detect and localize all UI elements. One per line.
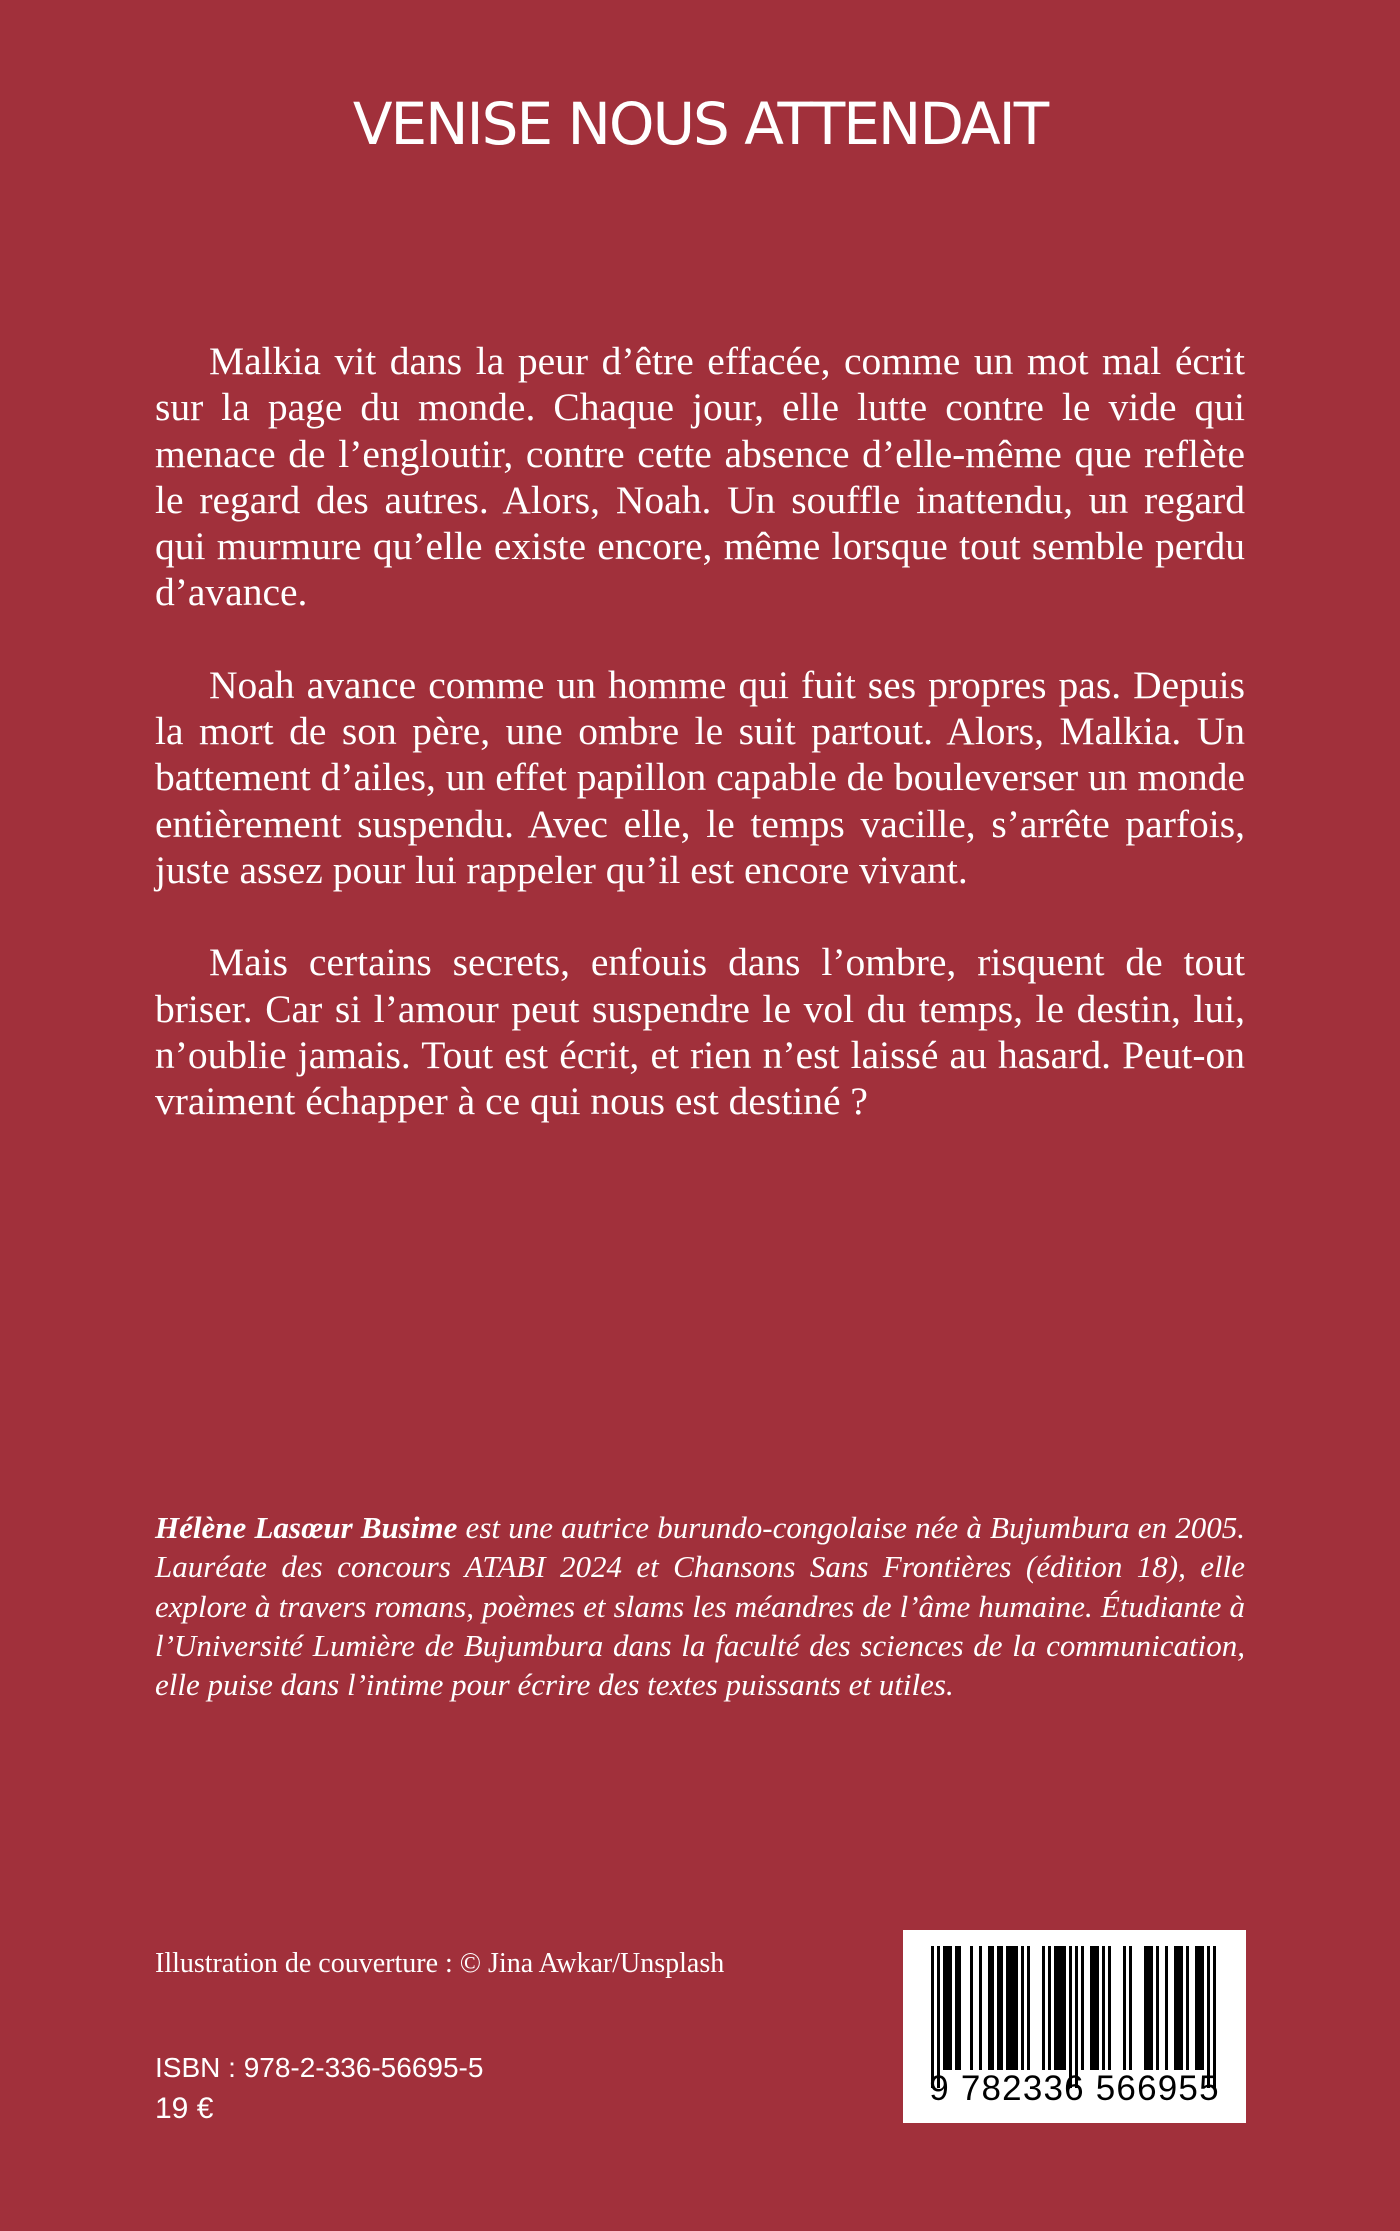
barcode-bar: [1090, 1946, 1099, 2070]
barcode-bar: [997, 1946, 1003, 2070]
barcode-bar: [1048, 1946, 1051, 2070]
barcode-bar: [1165, 1946, 1168, 2070]
barcode-bar: [1108, 1946, 1111, 2070]
illustration-credit: Illustration de couverture : © Jina Awkar/Unsplash: [155, 1948, 725, 1979]
barcode-bar: [937, 1946, 940, 2088]
author-name: Hélène Lasœur Busime: [155, 1510, 458, 1545]
barcode-bar: [1174, 1946, 1183, 2070]
barcode-bar: [1081, 1946, 1084, 2070]
synopsis-paragraph-2: Noah avance comme un homme qui fuit ses propres pas. Depuis la mort de son père, une ombre le suit partout. Alors, Malkia. Un battement d’ailes, un effet papillon capable de bouleverser un monde entièrement suspendu. Avec elle, le temps vacille, s’arrête parfois, juste assez pour lui rappeler qu’il est encore vivant.: [155, 662, 1245, 892]
synopsis-paragraph-3: Mais certains secrets, enfouis dans l’ombre, risquent de tout briser. Car si l’amour peut suspendre le vol du temps, le destin, lui, n’oublie jamais. Tout est écrit, et rien n’est laissé au hasard. Peut-on vraiment échapper à ce qui nous est destiné ?: [155, 940, 1245, 1124]
barcode-bar: [1075, 1946, 1078, 2088]
barcode-bar: [1144, 1946, 1153, 2070]
barcode-bar: [1006, 1946, 1018, 2070]
synopsis: [155, 338, 1245, 1170]
barcode-bar: [1195, 1946, 1204, 2070]
book-title: VENISE NOUS ATTENDAIT: [352, 90, 1048, 158]
barcode-bar: [1102, 1946, 1105, 2070]
barcode-bar: [1042, 1946, 1045, 2070]
barcode-bar: [1156, 1946, 1159, 2070]
barcode-bar: [988, 1946, 994, 2070]
barcode-bar: [1207, 1946, 1210, 2088]
barcode-bar: [1129, 1946, 1132, 2070]
barcode-bar: [955, 1946, 961, 2070]
barcode-bar: [1123, 1946, 1126, 2070]
price: 19 €: [155, 2092, 214, 2125]
author-bio-text: est une autrice burundo-congolaise née à Bujumbura en 2005. Lauréate des concours ATABI 2024 et Chansons Sans Frontières (édition 18), elle explore à travers romans, poèmes et slams les méandres de l’âme humaine. Étudiante à l’Université Lumière de Bujumbura dans la faculté des sciences de la communication, elle puise dans l’intime pour écrire des textes puissants et utiles.: [155, 1510, 1246, 1703]
barcode-bar: [970, 1946, 973, 2070]
barcode-bar: [1027, 1946, 1030, 2070]
author-bio: [155, 1508, 1245, 1704]
isbn: ISBN : 978-2-336-56695-5: [155, 2052, 484, 2083]
barcode-bar: [1054, 1946, 1066, 2070]
barcode-bar: [1069, 1946, 1072, 2088]
barcode-bar: [943, 1946, 952, 2070]
synopsis-paragraph-1: Malkia vit dans la peur d’être effacée, comme un mot mal écrit sur la page du monde. Chaque jour, elle lutte contre le vide qui menace de l’engloutir, contre cette absence d’elle-même que reflète le regard des autres. Alors, Noah. Un souffle inattendu, un regard qui murmure qu’elle existe encore, même lorsque tout semble perdu d’avance.: [155, 339, 1245, 615]
barcode-digits: 9 782336 566955: [929, 2069, 1220, 2108]
barcode-bar: [1186, 1946, 1189, 2070]
barcode-bar: [1213, 1946, 1216, 2088]
barcode-bar: [979, 1946, 982, 2070]
barcode-bar: [931, 1946, 934, 2088]
barcode-bar: [1021, 1946, 1024, 2070]
barcode: [903, 1930, 1246, 2123]
